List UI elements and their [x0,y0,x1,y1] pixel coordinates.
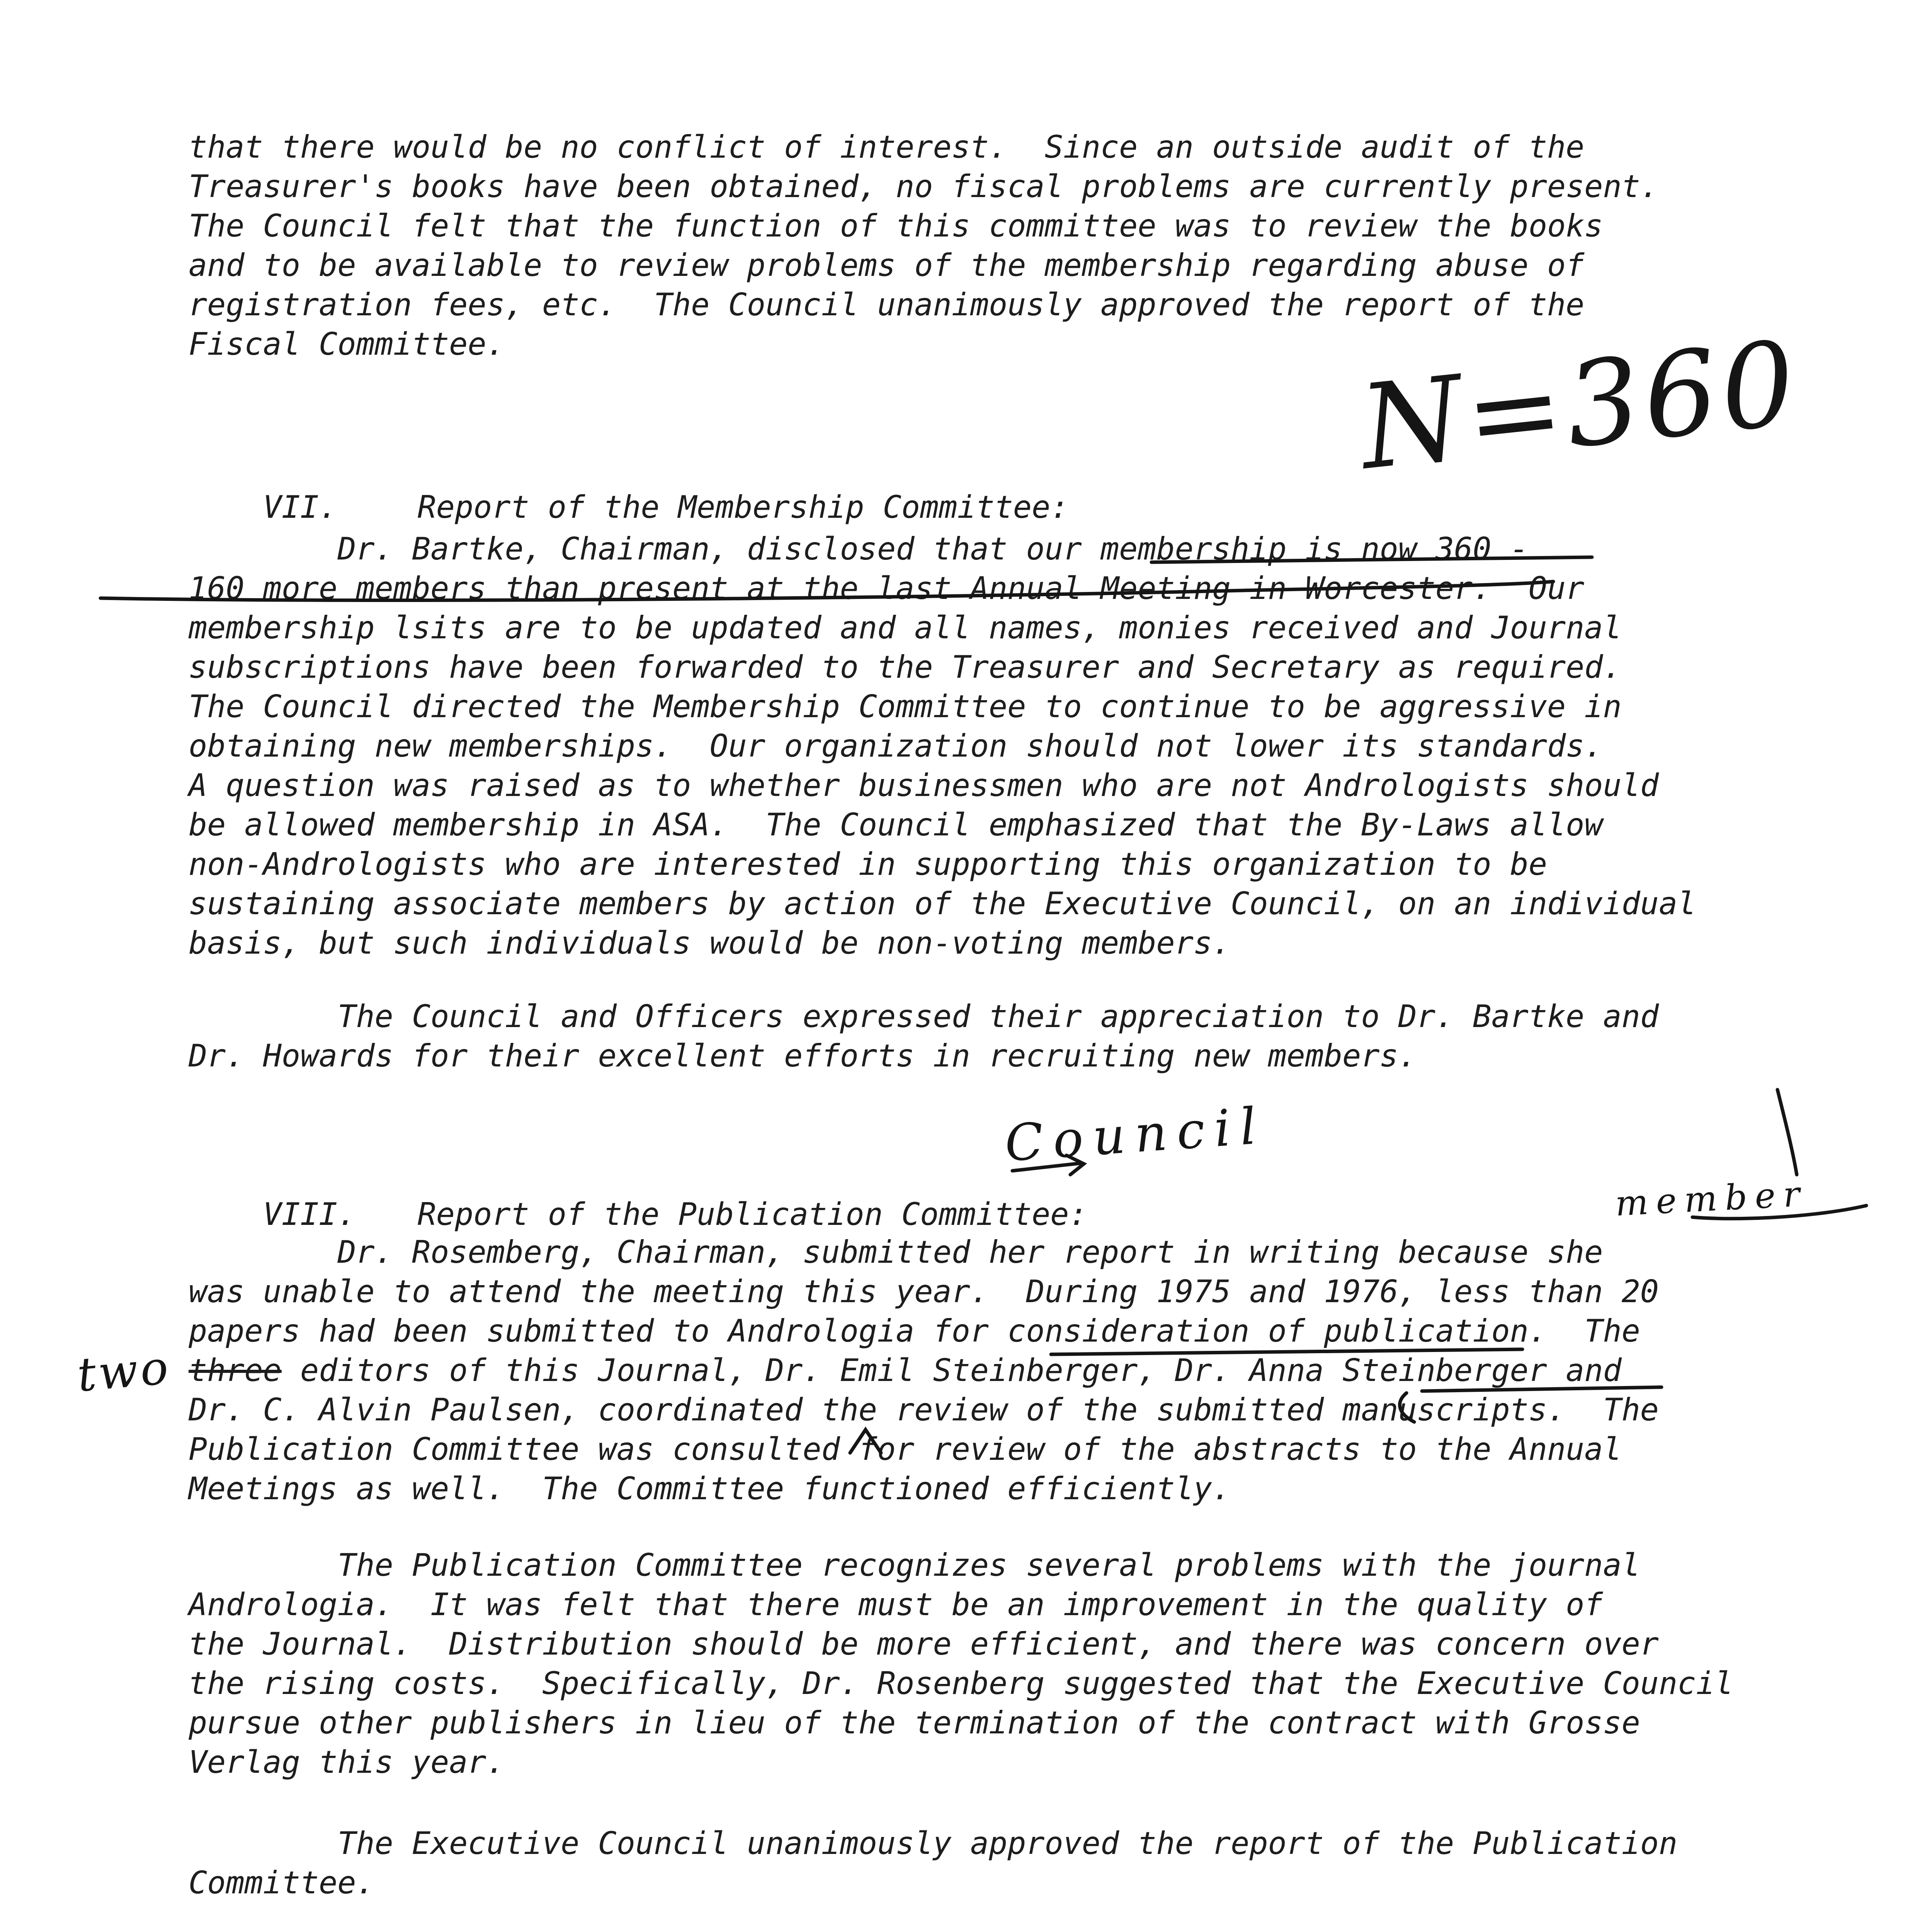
text-line: Dr. Rosemberg, Chairman, submitted her report in writing because she [189,1234,1603,1270]
text-line: was unable to attend the meeting this year. During 1975 and 1976, less than 20 [189,1274,1659,1310]
text-line: A question was raised as to whether businessmen who are not Andrologists should [189,767,1659,803]
council-flourish [1777,1090,1797,1175]
handwritten-council-note: Council [1003,1096,1268,1173]
text-line: pursue other publishers in lieu of the termination of the contract with Grosse [189,1705,1640,1741]
publication-paragraph [189,1233,1850,1509]
membership-paragraph [189,529,1850,963]
handwritten-membership-count: N=360 [1354,315,1805,496]
text-line: Dr. Howards for their excellent efforts in recruiting new members. [189,1038,1417,1074]
section-title: Report of the Membership Committee: [417,489,1069,525]
struck-word: three [189,1352,282,1388]
text-line: basis, but such individuals would be non-voting members. [189,925,1231,961]
text-line: Publication Committee was consulted for review of the abstracts to the Annual [189,1431,1622,1467]
text-line: the Journal. Distribution should be more efficient, and there was concern over [189,1626,1659,1662]
text-line: Dr. C. Alvin Paulsen, coordinated the review of the submitted manuscripts. The [189,1392,1659,1428]
text-line: sustaining associate members by action of the Executive Council, on an individual [189,886,1696,922]
journal-problems-paragraph [189,1546,1850,1782]
text-line: 160 more members than present at the last Annual Meeting in Worcester. Our [189,570,1585,606]
text-line: The Publication Committee recognizes several problems with the journal [189,1547,1640,1583]
text-line: and to be available to review problems of the membership regarding abuse of [189,247,1585,283]
text-line: The Executive Council unanimously approved the report of the Publication [189,1825,1678,1861]
section-number: VII. [263,489,338,525]
text-line: Andrologia. It was felt that there must be an improvement in the quality of [189,1587,1603,1622]
text-line: Treasurer's books have been obtained, no fiscal problems are currently present. [189,168,1659,204]
text-line: Dr. Bartke, Chairman, disclosed that our membership is now 360 - [189,531,1529,567]
approval-paragraph [189,1824,1850,1903]
text-line: Verlag this year. [189,1744,505,1780]
text-line: registration fees, etc. The Council unanimously approved the report of the [189,287,1585,323]
text-line: The Council directed the Membership Committee to continue to be aggressive in [189,689,1622,724]
section-number: VIII. [263,1196,356,1232]
text-line: membership lsits are to be updated and all names, monies received and Journal [189,610,1622,646]
handwritten-member-note: member [1614,1173,1809,1224]
text-line: The Council and Officers expressed their appreciation to Dr. Bartke and [189,998,1659,1034]
text-line: subscriptions have been forwarded to the Treasurer and Secretary as required. [189,649,1622,685]
text-line: be allowed membership in ASA. The Council emphasized that the By-Laws allow [189,807,1603,843]
text-line-rest: editors of this Journal, Dr. Emil Steinberger, Dr. Anna Steinberger and [281,1352,1622,1388]
text-line: Committee. [189,1865,375,1901]
text-line: that there would be no conflict of interest. Since an outside audit of the [189,129,1585,165]
text-line-with-strike [189,1351,1850,1390]
text-line: obtaining new memberships. Our organization should not lower its standards. [189,728,1603,764]
handwritten-insertion-two: two [75,1340,173,1403]
appreciation-paragraph [189,997,1850,1076]
text-line: the rising costs. Specifically, Dr. Rosenberg suggested that the Executive Council [189,1665,1733,1701]
section-title: Report of the Publication Committee: [417,1196,1088,1232]
text-line: non-Andrologists who are interested in supporting this organization to be [189,846,1547,882]
text-line: The Council felt that the function of this committee was to review the books [189,208,1603,244]
text-line: papers had been submitted to Andrologia for consideration of publication. The [189,1313,1640,1349]
fiscal-committee-paragraph [189,128,1850,364]
text-line: Meetings as well. The Committee functioned efficiently. [189,1471,1231,1507]
text-line: Fiscal Committee. [189,326,505,362]
